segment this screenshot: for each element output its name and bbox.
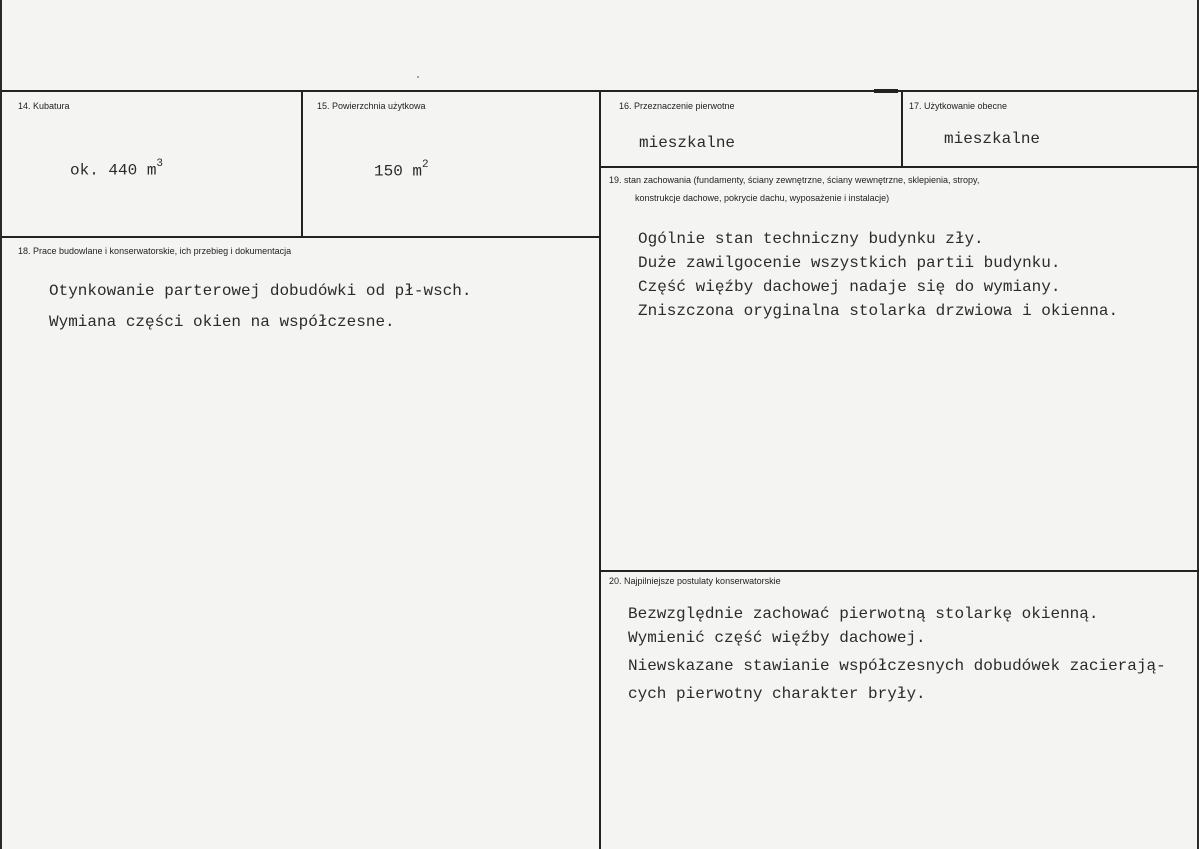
top-rule-mark <box>874 89 898 93</box>
powierzchnia-label: 15. Powierzchnia użytkowa <box>317 101 426 111</box>
prace-label: 18. Prace budowlane i konserwatorskie, ich przebieg i dokumentacja <box>18 246 292 256</box>
przeznaczenie-label: 16. Przeznaczenie pierwotne <box>619 101 735 111</box>
divider-16-17 <box>901 91 903 167</box>
powierzchnia-value <box>374 161 429 180</box>
postulaty-line: Wymienić część więźby dachowej. <box>628 629 926 647</box>
stan-label <box>609 171 979 207</box>
rule-row-c <box>600 570 1199 572</box>
stan-text <box>638 227 1118 323</box>
przeznaczenie-value: mieszkalne <box>639 134 736 152</box>
stan-label-line: konstrukcje dachowe, pokrycie dachu, wyposażenie i instalacje) <box>635 193 890 203</box>
paper-speck <box>417 76 419 78</box>
prace-line: Wymiana części okien na współczesne. <box>49 313 395 331</box>
divider-main <box>599 91 601 849</box>
postulaty-line: Bezwzględnie zachować pierwotną stolarkę okienną. <box>628 605 1099 623</box>
powierzchnia-number: 150 m <box>374 162 423 181</box>
postulaty-label: 20. Najpilniejsze postulaty konserwatorskie <box>609 576 781 586</box>
kubatura-unit-exponent: 3 <box>156 158 164 170</box>
divider-14-15 <box>301 91 303 237</box>
kubatura-label: 14. Kubatura <box>18 101 70 111</box>
stan-line: Zniszczona oryginalna stolarka drzwiowa i okienna. <box>638 302 1119 320</box>
postulaty-text <box>628 602 1166 706</box>
kubatura-value <box>70 160 163 179</box>
postulaty-line: cych pierwotny charakter bryły. <box>628 685 926 703</box>
stan-label-line: 19. stan zachowania (fundamenty, ściany zewnętrzne, ściany wewnętrzne, sklepienia, stropy, <box>609 175 980 185</box>
uzytkowanie-label: 17. Użytkowanie obecne <box>909 101 1008 111</box>
stan-line: Część więźby dachowej nadaje się do wymiany. <box>638 278 1061 296</box>
kubatura-number: ok. 440 m <box>70 161 157 180</box>
stan-line: Duże zawilgocenie wszystkich partii budynku. <box>638 254 1061 272</box>
powierzchnia-unit-exponent: 2 <box>422 159 429 171</box>
postulaty-line: Niewskazane stawianie współczesnych dobudówek zacierają- <box>628 657 1166 675</box>
uzytkowanie-value: mieszkalne <box>944 130 1041 148</box>
prace-line: Otynkowanie parterowej dobudówki od pł-wsch. <box>49 282 472 300</box>
stan-line: Ogólnie stan techniczny budynku zły. <box>638 230 984 248</box>
prace-text <box>49 279 471 334</box>
rule-row-b <box>600 166 1199 168</box>
